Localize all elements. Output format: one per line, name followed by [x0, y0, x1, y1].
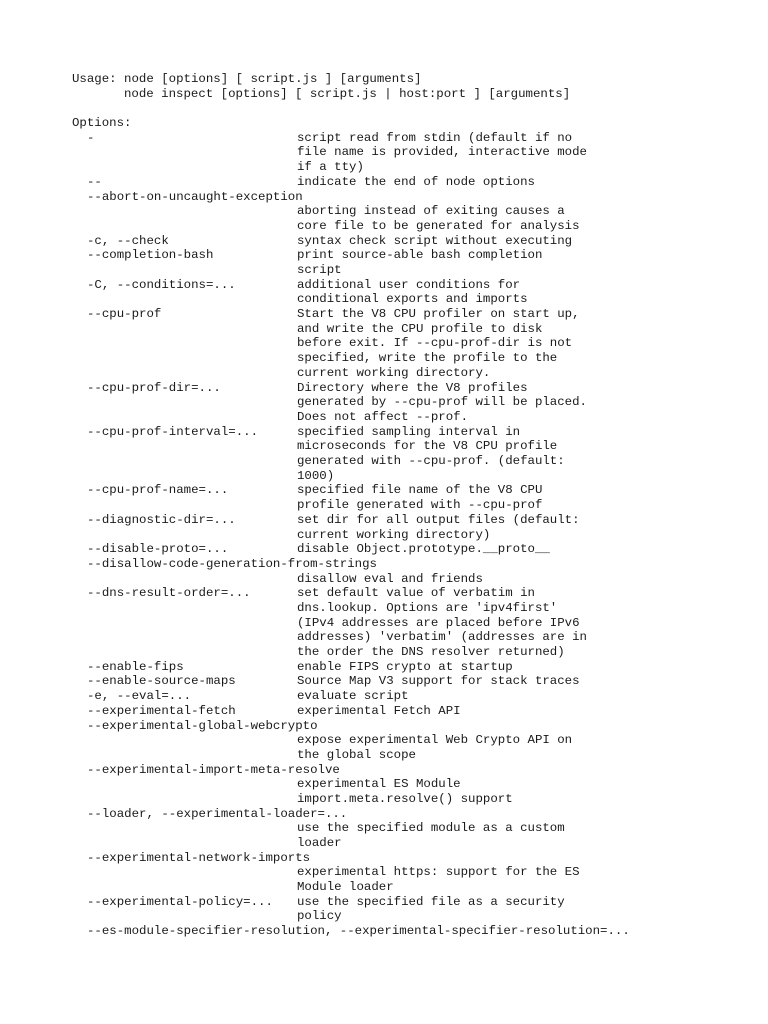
option-description: [297, 234, 607, 249]
option-entry: [72, 763, 752, 807]
option-description-line: evaluate script: [297, 689, 409, 704]
option-entry: [72, 674, 752, 689]
option-name: --enable-fips: [87, 659, 184, 674]
option-description: [297, 131, 607, 175]
option-entry: [72, 557, 752, 586]
option-name: -: [87, 130, 95, 145]
option-name: --disable-proto=...: [87, 542, 229, 557]
option-name: --cpu-prof-dir=...: [87, 380, 221, 395]
option-entry: [72, 190, 752, 234]
option-entry: [72, 248, 752, 277]
option-description-line: import.meta.resolve() support: [297, 791, 513, 806]
option-name: --loader, --experimental-loader=...: [87, 806, 348, 821]
option-description-line: microseconds for the V8 CPU profile: [297, 439, 558, 454]
option-entry: [72, 542, 752, 557]
option-entry: [72, 175, 752, 190]
option-name: -C, --conditions=...: [87, 277, 236, 292]
option-description-line: indicate the end of node options: [297, 174, 535, 189]
option-entry: [72, 278, 752, 307]
option-name: -c, --check: [87, 233, 169, 248]
option-entry: [72, 425, 752, 484]
option-name: --enable-source-maps: [87, 674, 236, 689]
option-description: [72, 821, 752, 850]
option-description-line: use the specified module as a custom: [297, 821, 565, 836]
option-description: [72, 733, 752, 762]
option-name: --experimental-policy=...: [87, 894, 273, 909]
option-description: [297, 542, 607, 557]
option-entry: [72, 660, 752, 675]
option-description: [297, 704, 607, 719]
option-name: --experimental-network-imports: [87, 850, 311, 865]
option-description-line: Does not affect --prof.: [297, 409, 469, 424]
option-description-line: current working directory.: [297, 365, 491, 380]
option-description-line: 1000): [297, 468, 335, 483]
option-description-line: print source-able bash completion: [297, 248, 543, 263]
option-description-line: specified file name of the V8 CPU: [297, 483, 543, 498]
option-name: --experimental-fetch: [87, 703, 236, 718]
option-entry: [72, 513, 752, 542]
spacer: [72, 101, 752, 116]
option-entry: [72, 131, 752, 175]
option-description-line: script read from stdin (default if no: [297, 130, 573, 145]
option-name: --abort-on-uncaught-exception: [87, 189, 303, 204]
option-description: [297, 381, 607, 425]
usage-line-inspect: node inspect [options] [ script.js | host:port ] [arguments]: [124, 86, 571, 101]
option-description: [297, 895, 607, 924]
option-name: --disallow-code-generation-from-strings: [87, 556, 377, 571]
option-description: [72, 572, 752, 587]
option-description-line: Start the V8 CPU profiler on start up,: [297, 307, 580, 322]
option-description-line: core file to be generated for analysis: [297, 218, 580, 233]
option-entry: [72, 895, 752, 924]
option-entry: [72, 689, 752, 704]
option-description-line: additional user conditions for: [297, 277, 521, 292]
option-description-line: specified sampling interval in: [297, 424, 521, 439]
option-description: [72, 777, 752, 806]
option-description-line: use the specified file as a security: [297, 894, 565, 909]
option-description-line: enable FIPS crypto at startup: [297, 659, 513, 674]
option-description-line: file name is provided, interactive mode: [297, 145, 587, 160]
option-description-line: policy: [297, 909, 342, 924]
option-description-line: experimental Fetch API: [297, 703, 461, 718]
option-description-line: syntax check script without executing: [297, 233, 573, 248]
option-description-line: the order the DNS resolver returned): [297, 645, 565, 660]
option-entry: [72, 234, 752, 249]
option-description-line: script: [297, 262, 342, 277]
option-description: [297, 483, 607, 512]
option-description: [72, 204, 752, 233]
option-description-line: Source Map V3 support for stack traces: [297, 674, 580, 689]
option-description: [297, 175, 607, 190]
option-description-line: (IPv4 addresses are placed before IPv6: [297, 615, 580, 630]
option-description: [297, 278, 607, 307]
option-name: --cpu-prof: [87, 307, 162, 322]
option-description-line: profile generated with --cpu-prof: [297, 498, 543, 513]
option-description: [297, 307, 607, 380]
option-entry: [72, 704, 752, 719]
option-description: [297, 248, 607, 277]
option-description-line: and write the CPU profile to disk: [297, 321, 543, 336]
option-description-line: loader: [297, 836, 342, 851]
option-description-line: Directory where the V8 profiles: [297, 380, 528, 395]
option-description-line: specified, write the profile to the: [297, 351, 558, 366]
option-description-line: current working directory): [297, 527, 491, 542]
option-description-line: addresses) 'verbatim' (addresses are in: [297, 630, 587, 645]
usage-line: Usage: node [options] [ script.js ] [arguments]: [72, 72, 422, 86]
option-description-line: generated by --cpu-prof will be placed.: [297, 395, 587, 410]
option-entry: [72, 483, 752, 512]
option-entry: [72, 381, 752, 425]
options-heading: Options:: [72, 116, 132, 131]
options-list: [72, 131, 752, 939]
option-entry: [72, 807, 752, 851]
option-entry: [72, 924, 752, 939]
option-description-line: generated with --cpu-prof. (default:: [297, 454, 565, 469]
option-name: --diagnostic-dir=...: [87, 512, 236, 527]
option-name: --cpu-prof-name=...: [87, 483, 229, 498]
option-name: --experimental-global-webcrypto: [87, 718, 318, 733]
option-entry: [72, 851, 752, 895]
option-description-line: experimental ES Module: [297, 777, 461, 792]
option-description: [297, 674, 607, 689]
option-description-line: set dir for all output files (default:: [297, 512, 580, 527]
option-description-line: the global scope: [297, 747, 416, 762]
help-text-document: [72, 72, 752, 939]
option-name: --completion-bash: [87, 248, 214, 263]
option-description-line: disable Object.prototype.__proto__: [297, 542, 550, 557]
option-name: --cpu-prof-interval=...: [87, 424, 259, 439]
option-description-line: dns.lookup. Options are 'ipv4first': [297, 600, 558, 615]
option-description: [297, 660, 607, 675]
option-description: [297, 425, 607, 484]
option-description-line: if a tty): [297, 160, 364, 175]
option-description-line: conditional exports and imports: [297, 292, 528, 307]
option-name: --experimental-import-meta-resolve: [87, 762, 340, 777]
option-name: --: [87, 174, 102, 189]
option-description-line: disallow eval and friends: [297, 571, 483, 586]
option-entry: [72, 586, 752, 660]
option-name: --dns-result-order=...: [87, 586, 251, 601]
option-description: [297, 689, 607, 704]
option-description-line: aborting instead of exiting causes a: [297, 204, 565, 219]
option-description-line: expose experimental Web Crypto API on: [297, 733, 573, 748]
option-description: [297, 513, 607, 542]
option-description-line: before exit. If --cpu-prof-dir is not: [297, 336, 573, 351]
option-description-line: experimental https: support for the ES: [297, 865, 580, 880]
option-entry: [72, 719, 752, 763]
option-name: -e, --eval=...: [87, 689, 192, 704]
option-description: [72, 865, 752, 894]
option-description: [297, 586, 607, 659]
option-description-line: set default value of verbatim in: [297, 586, 535, 601]
option-description-line: Module loader: [297, 880, 394, 895]
option-entry: [72, 307, 752, 381]
option-name: --es-module-specifier-resolution, --experimental-specifier-resolution=...: [87, 924, 630, 939]
